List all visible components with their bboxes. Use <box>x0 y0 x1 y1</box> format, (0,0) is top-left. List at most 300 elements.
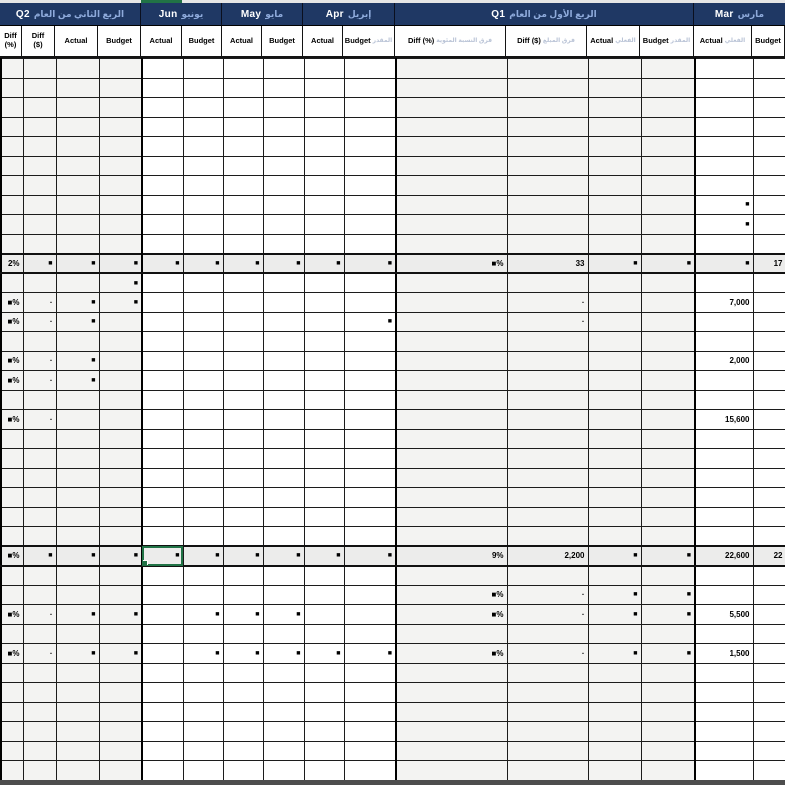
column-header[interactable] <box>395 26 506 58</box>
cell[interactable] <box>753 702 785 722</box>
cell[interactable] <box>223 566 263 586</box>
cell[interactable] <box>396 195 507 215</box>
cell[interactable] <box>641 371 695 391</box>
cell[interactable] <box>23 117 56 137</box>
cell[interactable] <box>304 624 344 644</box>
cell[interactable] <box>753 488 785 508</box>
cell[interactable] <box>695 488 753 508</box>
cell[interactable] <box>263 293 304 313</box>
cell[interactable] <box>142 663 183 683</box>
cell[interactable] <box>753 215 785 235</box>
cell[interactable] <box>588 663 641 683</box>
cell[interactable] <box>304 351 344 371</box>
cell[interactable] <box>183 78 223 98</box>
cell[interactable] <box>695 332 753 352</box>
cell[interactable] <box>142 78 183 98</box>
cell[interactable] <box>142 429 183 449</box>
column-header[interactable] <box>22 26 55 58</box>
cell[interactable] <box>56 156 99 176</box>
cell[interactable] <box>641 293 695 313</box>
cell[interactable] <box>344 527 396 547</box>
cell[interactable] <box>142 683 183 703</box>
column-header[interactable] <box>98 26 141 58</box>
cell[interactable]: ■ <box>588 546 641 566</box>
cell[interactable] <box>753 566 785 586</box>
cell[interactable]: · <box>507 585 588 605</box>
cell[interactable] <box>753 644 785 664</box>
cell[interactable] <box>263 449 304 469</box>
cell[interactable] <box>507 429 588 449</box>
cell[interactable] <box>183 293 223 313</box>
cell[interactable]: · <box>23 351 56 371</box>
cell[interactable] <box>753 449 785 469</box>
cell[interactable] <box>588 78 641 98</box>
cell[interactable] <box>588 566 641 586</box>
cell[interactable] <box>183 59 223 79</box>
cell[interactable] <box>142 449 183 469</box>
cell[interactable] <box>695 527 753 547</box>
cell[interactable] <box>23 234 56 254</box>
cell[interactable]: ■% <box>1 644 23 664</box>
cell[interactable] <box>344 585 396 605</box>
cell[interactable] <box>344 741 396 761</box>
cell[interactable] <box>1 234 23 254</box>
cell[interactable] <box>344 137 396 157</box>
cell[interactable] <box>753 312 785 332</box>
cell[interactable]: 7,000 <box>695 293 753 313</box>
cell[interactable]: ■ <box>304 254 344 274</box>
cell[interactable] <box>183 234 223 254</box>
cell[interactable] <box>183 429 223 449</box>
cell[interactable] <box>223 722 263 742</box>
cell[interactable] <box>588 215 641 235</box>
column-header[interactable] <box>222 26 262 58</box>
cell[interactable] <box>396 410 507 430</box>
cell[interactable] <box>223 702 263 722</box>
cell[interactable] <box>223 273 263 293</box>
cell[interactable] <box>142 644 183 664</box>
cell[interactable] <box>56 488 99 508</box>
cell[interactable] <box>56 59 99 79</box>
cell[interactable] <box>1 507 23 527</box>
cell[interactable] <box>1 273 23 293</box>
cell[interactable]: ■ <box>183 546 223 566</box>
cell[interactable] <box>1 429 23 449</box>
cell[interactable] <box>588 351 641 371</box>
cell[interactable] <box>23 449 56 469</box>
cell[interactable] <box>344 78 396 98</box>
cell[interactable] <box>344 429 396 449</box>
cell[interactable] <box>344 605 396 625</box>
cell[interactable] <box>588 312 641 332</box>
cell[interactable] <box>183 98 223 118</box>
cell[interactable] <box>304 156 344 176</box>
cell[interactable] <box>695 137 753 157</box>
cell[interactable] <box>142 117 183 137</box>
cell[interactable] <box>396 351 507 371</box>
cell[interactable] <box>641 468 695 488</box>
cell[interactable]: ■ <box>641 585 695 605</box>
cell[interactable] <box>56 78 99 98</box>
cell[interactable]: ■ <box>263 546 304 566</box>
cell[interactable] <box>396 449 507 469</box>
cell[interactable] <box>223 312 263 332</box>
cell[interactable] <box>588 117 641 137</box>
cell[interactable] <box>183 527 223 547</box>
cell[interactable] <box>142 312 183 332</box>
cell[interactable] <box>344 176 396 196</box>
cell[interactable] <box>223 332 263 352</box>
cell[interactable] <box>56 137 99 157</box>
cell[interactable] <box>641 98 695 118</box>
cell[interactable] <box>753 390 785 410</box>
cell[interactable]: ■ <box>99 546 142 566</box>
column-header[interactable] <box>752 26 785 58</box>
cell[interactable]: ■ <box>56 605 99 625</box>
cell[interactable] <box>641 117 695 137</box>
cell[interactable] <box>1 585 23 605</box>
cell[interactable] <box>99 59 142 79</box>
cell[interactable] <box>142 605 183 625</box>
cell[interactable] <box>304 741 344 761</box>
cell[interactable] <box>99 156 142 176</box>
cell[interactable]: ■ <box>56 312 99 332</box>
cell[interactable] <box>223 410 263 430</box>
cell[interactable] <box>588 449 641 469</box>
cell[interactable] <box>753 98 785 118</box>
cell[interactable] <box>344 273 396 293</box>
cell[interactable] <box>753 585 785 605</box>
cell[interactable] <box>588 702 641 722</box>
cell[interactable] <box>507 468 588 488</box>
cell[interactable] <box>99 78 142 98</box>
cell[interactable] <box>396 117 507 137</box>
cell[interactable] <box>396 566 507 586</box>
cell[interactable] <box>223 117 263 137</box>
cell[interactable] <box>223 351 263 371</box>
cell[interactable] <box>263 761 304 781</box>
cell[interactable] <box>641 176 695 196</box>
cell[interactable] <box>99 566 142 586</box>
column-header[interactable] <box>694 26 752 58</box>
cell[interactable] <box>1 332 23 352</box>
fill-handle[interactable] <box>142 560 148 566</box>
cell[interactable] <box>23 527 56 547</box>
cell[interactable] <box>695 663 753 683</box>
cell[interactable] <box>588 293 641 313</box>
cell[interactable] <box>588 507 641 527</box>
cell[interactable] <box>142 351 183 371</box>
cell[interactable] <box>183 468 223 488</box>
cell[interactable] <box>23 585 56 605</box>
cell[interactable] <box>304 761 344 781</box>
cell[interactable] <box>344 117 396 137</box>
cell[interactable] <box>753 605 785 625</box>
cell[interactable] <box>99 429 142 449</box>
cell[interactable] <box>304 429 344 449</box>
cell[interactable] <box>99 585 142 605</box>
cell[interactable]: ■ <box>641 605 695 625</box>
cell[interactable] <box>99 741 142 761</box>
cell[interactable] <box>396 429 507 449</box>
cell[interactable] <box>99 176 142 196</box>
cell[interactable] <box>396 741 507 761</box>
cell[interactable]: · <box>23 644 56 664</box>
cell[interactable] <box>56 683 99 703</box>
cell[interactable] <box>588 195 641 215</box>
cell[interactable] <box>641 722 695 742</box>
cell[interactable] <box>263 351 304 371</box>
cell[interactable] <box>344 722 396 742</box>
cell[interactable] <box>1 156 23 176</box>
cell[interactable] <box>396 722 507 742</box>
cell[interactable] <box>183 137 223 157</box>
cell[interactable]: ■ <box>344 546 396 566</box>
cell[interactable] <box>396 215 507 235</box>
cell[interactable] <box>695 176 753 196</box>
cell[interactable] <box>304 195 344 215</box>
cell[interactable] <box>263 312 304 332</box>
cell[interactable] <box>56 215 99 235</box>
cell[interactable] <box>396 683 507 703</box>
cell[interactable] <box>641 351 695 371</box>
cell[interactable] <box>753 137 785 157</box>
cell[interactable] <box>344 371 396 391</box>
cell[interactable] <box>223 390 263 410</box>
cell[interactable] <box>507 78 588 98</box>
cell[interactable] <box>1 488 23 508</box>
cell[interactable] <box>695 371 753 391</box>
cell[interactable] <box>753 78 785 98</box>
cell[interactable]: ■ <box>588 254 641 274</box>
cell[interactable] <box>304 59 344 79</box>
cell[interactable] <box>223 741 263 761</box>
cell[interactable]: ■% <box>396 585 507 605</box>
cell[interactable] <box>641 507 695 527</box>
cell[interactable]: · <box>507 312 588 332</box>
cell[interactable]: · <box>507 644 588 664</box>
worksheet-grid[interactable] <box>0 58 785 781</box>
cell[interactable] <box>753 429 785 449</box>
cell[interactable] <box>56 234 99 254</box>
cell[interactable] <box>263 117 304 137</box>
cell[interactable] <box>1 195 23 215</box>
cell[interactable] <box>695 722 753 742</box>
cell[interactable] <box>396 702 507 722</box>
cell[interactable]: ■ <box>56 351 99 371</box>
cell[interactable] <box>183 215 223 235</box>
cell[interactable] <box>1 449 23 469</box>
cell[interactable] <box>1 137 23 157</box>
cell[interactable] <box>344 507 396 527</box>
cell[interactable] <box>183 176 223 196</box>
column-header[interactable] <box>640 26 694 58</box>
cell[interactable] <box>23 429 56 449</box>
cell[interactable] <box>304 371 344 391</box>
cell[interactable] <box>396 761 507 781</box>
cell[interactable] <box>1 215 23 235</box>
cell[interactable] <box>695 312 753 332</box>
cell[interactable] <box>753 741 785 761</box>
cell[interactable] <box>142 371 183 391</box>
cell[interactable] <box>695 117 753 137</box>
cell[interactable]: 2% <box>1 254 23 274</box>
cell[interactable]: ■ <box>641 644 695 664</box>
cell[interactable]: ■ <box>695 215 753 235</box>
column-header[interactable] <box>506 26 587 58</box>
cell[interactable] <box>142 566 183 586</box>
cell[interactable] <box>304 234 344 254</box>
cell[interactable] <box>588 371 641 391</box>
cell[interactable] <box>99 332 142 352</box>
cell[interactable] <box>263 507 304 527</box>
cell[interactable] <box>753 332 785 352</box>
cell[interactable] <box>304 293 344 313</box>
cell[interactable] <box>23 195 56 215</box>
cell[interactable]: ■% <box>1 371 23 391</box>
cell[interactable] <box>304 566 344 586</box>
cell[interactable] <box>588 390 641 410</box>
cell[interactable] <box>641 273 695 293</box>
cell[interactable] <box>223 98 263 118</box>
cell[interactable]: ■% <box>1 312 23 332</box>
cell[interactable] <box>99 488 142 508</box>
column-header[interactable] <box>262 26 303 58</box>
cell[interactable]: · <box>23 410 56 430</box>
cell[interactable] <box>695 566 753 586</box>
cell[interactable] <box>304 137 344 157</box>
cell[interactable]: ■ <box>695 254 753 274</box>
cell[interactable] <box>263 78 304 98</box>
cell[interactable] <box>344 195 396 215</box>
cell[interactable] <box>56 468 99 488</box>
cell[interactable]: ■ <box>304 546 344 566</box>
cell[interactable]: ■ <box>56 254 99 274</box>
cell[interactable] <box>99 117 142 137</box>
cell[interactable] <box>183 351 223 371</box>
cell[interactable] <box>142 293 183 313</box>
cell[interactable] <box>304 722 344 742</box>
cell[interactable] <box>396 176 507 196</box>
cell[interactable] <box>183 566 223 586</box>
cell[interactable]: · <box>23 312 56 332</box>
cell[interactable] <box>396 624 507 644</box>
cell[interactable] <box>263 527 304 547</box>
cell[interactable] <box>304 273 344 293</box>
cell[interactable] <box>396 59 507 79</box>
cell[interactable] <box>753 117 785 137</box>
cell[interactable]: 5,500 <box>695 605 753 625</box>
cell[interactable] <box>344 566 396 586</box>
cell[interactable] <box>183 156 223 176</box>
cell[interactable] <box>304 605 344 625</box>
cell[interactable]: ■% <box>1 293 23 313</box>
cell[interactable] <box>142 176 183 196</box>
cell[interactable]: ■ <box>99 293 142 313</box>
cell[interactable] <box>641 410 695 430</box>
cell[interactable] <box>641 741 695 761</box>
cell[interactable] <box>142 527 183 547</box>
cell[interactable] <box>23 722 56 742</box>
cell[interactable]: · <box>23 293 56 313</box>
cell[interactable] <box>183 624 223 644</box>
cell[interactable] <box>507 449 588 469</box>
cell[interactable] <box>99 683 142 703</box>
cell[interactable]: 15,600 <box>695 410 753 430</box>
cell[interactable] <box>753 176 785 196</box>
cell[interactable] <box>99 624 142 644</box>
cell[interactable] <box>142 761 183 781</box>
cell[interactable] <box>263 702 304 722</box>
cell[interactable] <box>263 371 304 391</box>
cell[interactable] <box>99 371 142 391</box>
cell[interactable] <box>753 527 785 547</box>
cell[interactable] <box>183 449 223 469</box>
cell[interactable] <box>396 468 507 488</box>
cell[interactable] <box>223 624 263 644</box>
cell[interactable] <box>263 390 304 410</box>
cell[interactable] <box>641 332 695 352</box>
cell[interactable]: 2,000 <box>695 351 753 371</box>
cell[interactable]: ■ <box>56 644 99 664</box>
cell[interactable] <box>507 215 588 235</box>
cell[interactable]: ■ <box>588 644 641 664</box>
cell[interactable] <box>183 332 223 352</box>
cell[interactable] <box>263 332 304 352</box>
column-header[interactable] <box>0 26 22 58</box>
cell[interactable] <box>507 59 588 79</box>
cell[interactable]: ■ <box>344 644 396 664</box>
cell[interactable] <box>23 566 56 586</box>
cell[interactable] <box>304 332 344 352</box>
cell[interactable] <box>142 624 183 644</box>
cell[interactable] <box>695 273 753 293</box>
cell[interactable] <box>223 468 263 488</box>
cell[interactable] <box>23 663 56 683</box>
cell[interactable] <box>695 234 753 254</box>
cell[interactable] <box>507 273 588 293</box>
cell[interactable] <box>263 195 304 215</box>
cell[interactable] <box>56 566 99 586</box>
cell[interactable] <box>23 176 56 196</box>
cell[interactable]: ■ <box>223 546 263 566</box>
cell[interactable] <box>396 527 507 547</box>
cell[interactable] <box>641 702 695 722</box>
cell[interactable] <box>23 215 56 235</box>
cell[interactable] <box>396 312 507 332</box>
cell[interactable] <box>263 215 304 235</box>
cell[interactable] <box>263 156 304 176</box>
cell[interactable] <box>507 117 588 137</box>
cell[interactable] <box>1 390 23 410</box>
cell[interactable] <box>56 429 99 449</box>
column-header[interactable] <box>141 26 182 58</box>
cell[interactable] <box>142 273 183 293</box>
cell[interactable] <box>641 78 695 98</box>
cell[interactable] <box>223 137 263 157</box>
cell[interactable]: ■% <box>1 410 23 430</box>
cell[interactable] <box>99 312 142 332</box>
cell[interactable] <box>56 663 99 683</box>
cell[interactable] <box>396 78 507 98</box>
cell[interactable] <box>344 98 396 118</box>
cell[interactable] <box>396 156 507 176</box>
cell[interactable] <box>641 429 695 449</box>
cell[interactable] <box>1 761 23 781</box>
cell[interactable] <box>99 722 142 742</box>
cell[interactable] <box>753 722 785 742</box>
cell[interactable] <box>507 683 588 703</box>
